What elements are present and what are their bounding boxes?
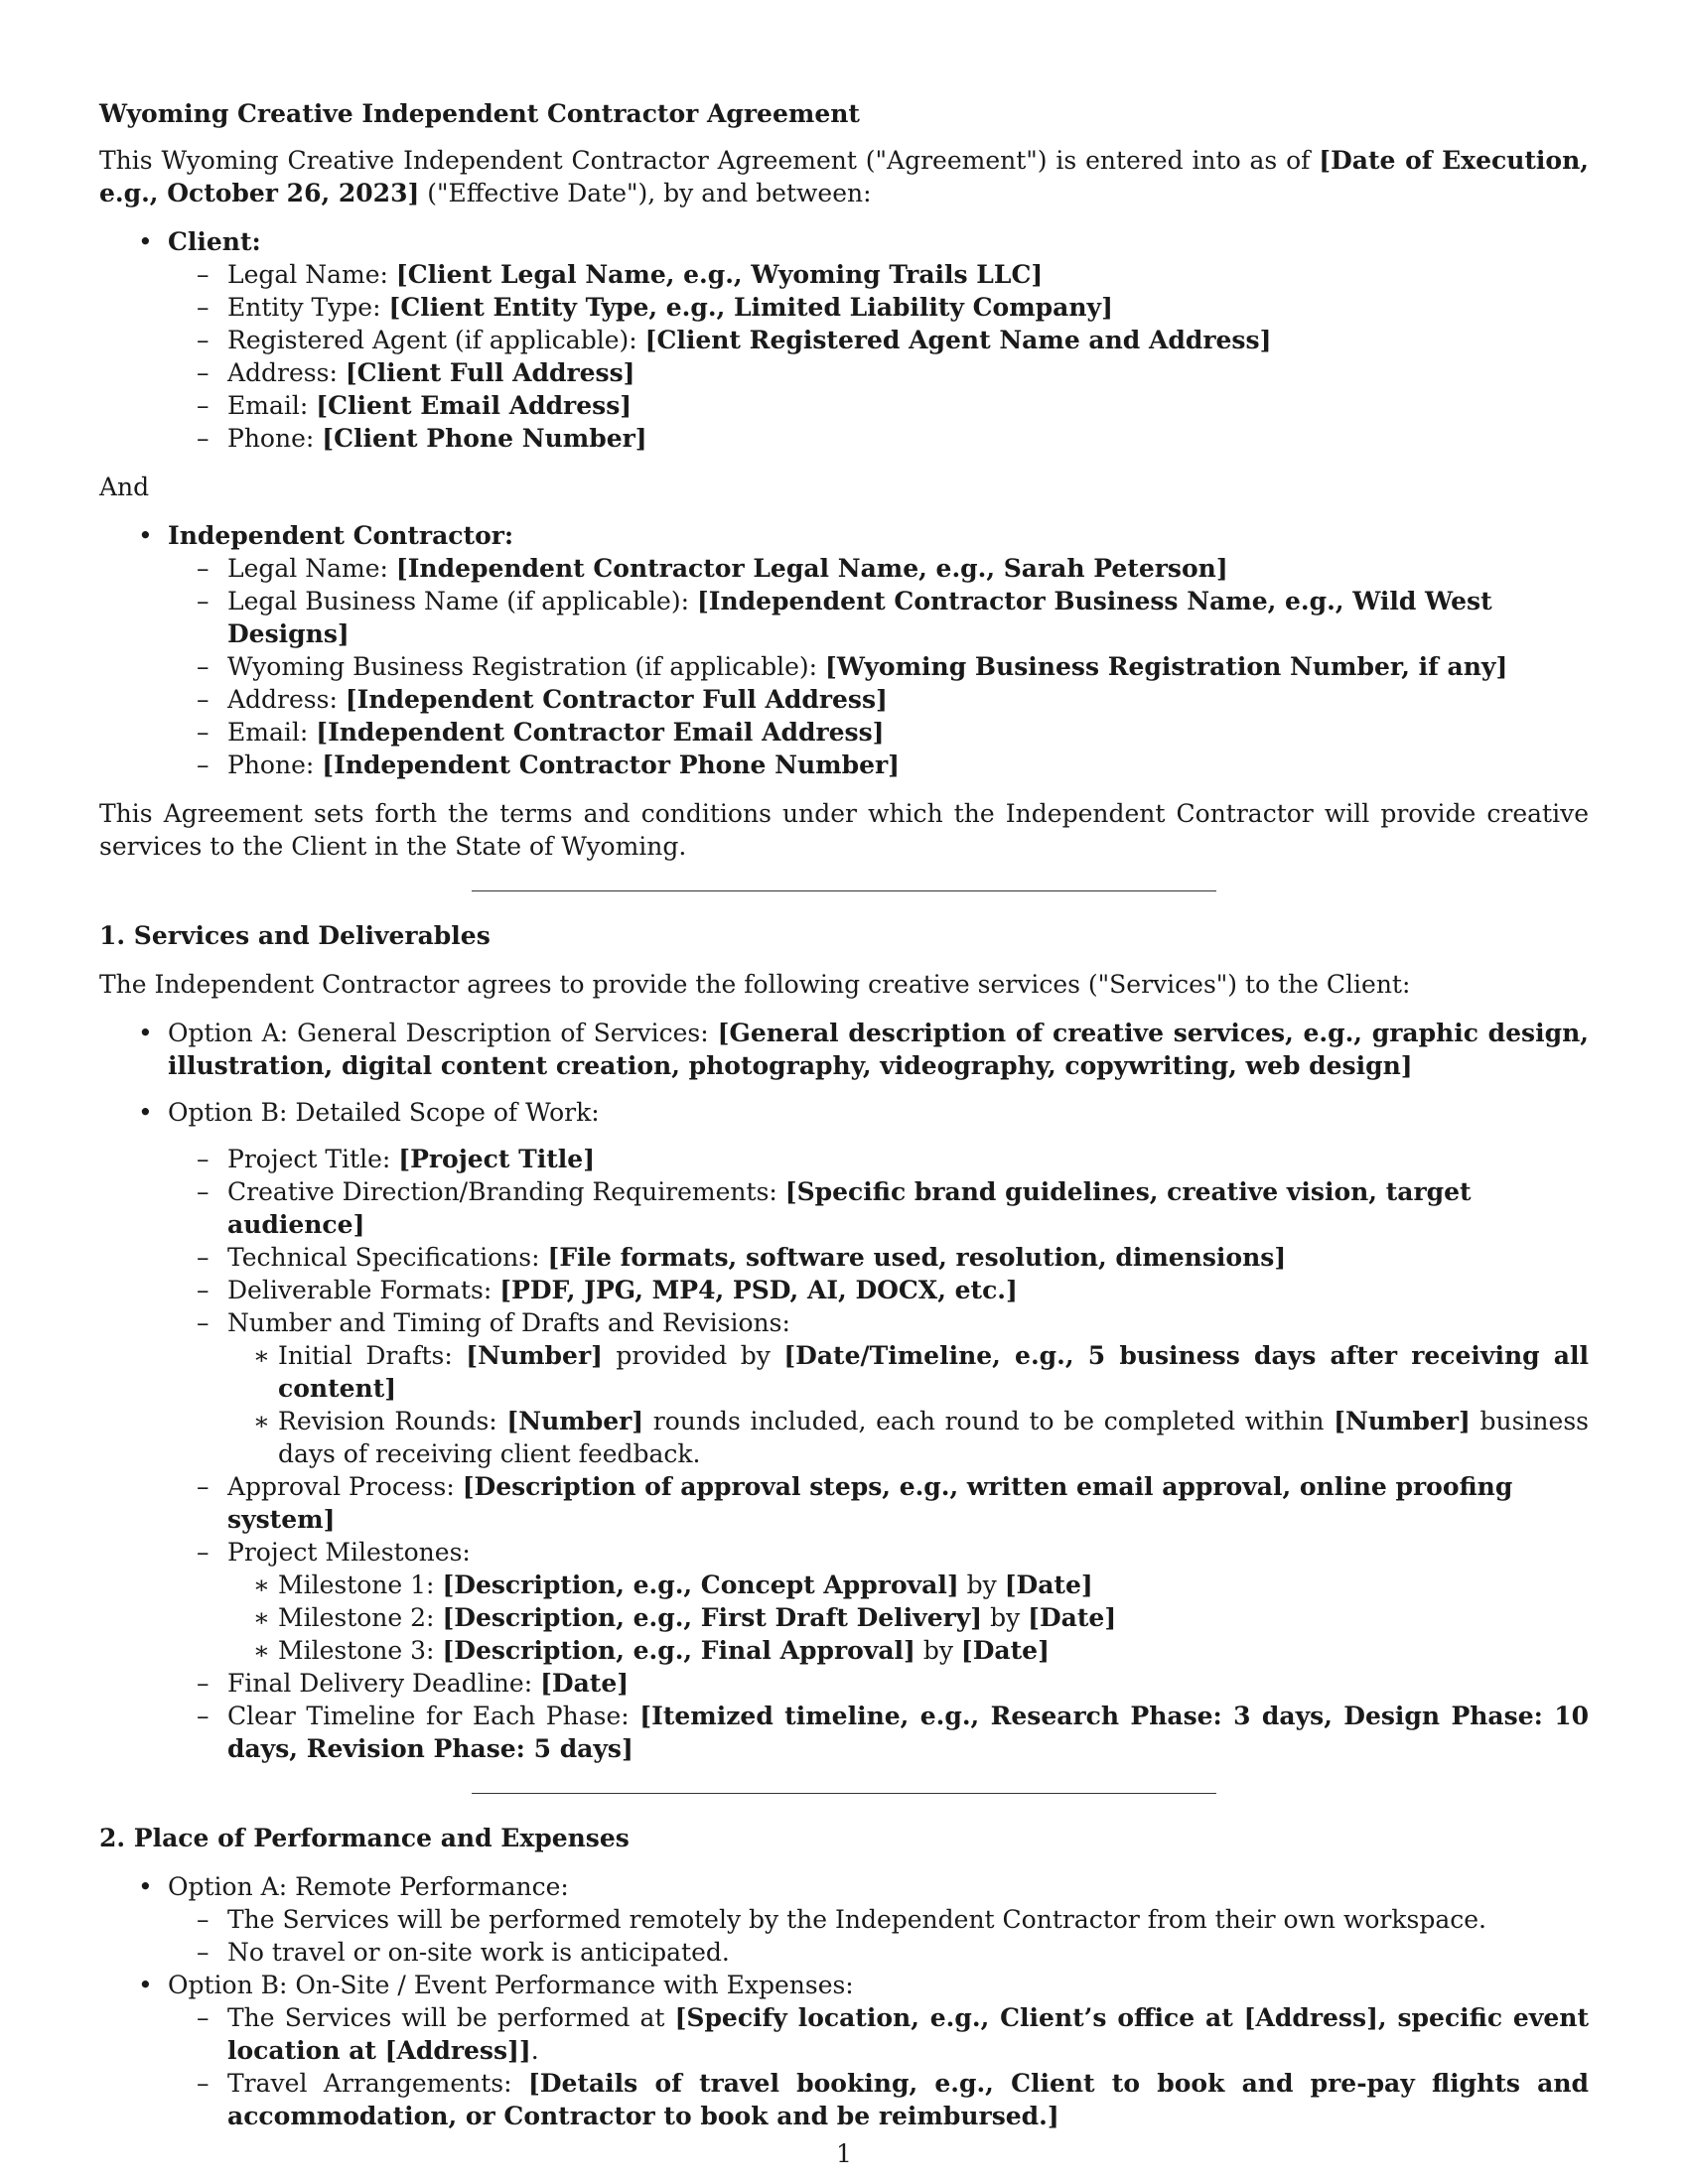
field-value: [Independent Contractor Phone Number] [322,751,901,779]
contractor-fields [168,552,1589,781]
scope-of-work-list [168,1143,1589,1765]
field-label: Entity Type: [227,293,389,322]
item-label: Revision Rounds: [278,1407,507,1435]
item-text: by [914,1636,961,1665]
client-field [168,389,1589,422]
milestone-item [227,1601,1589,1634]
remote-item: – No travel or on-site work is anticipated. [168,1936,1589,1969]
field-label: Phone: [227,751,323,779]
item-text: provided by [602,1341,784,1370]
services-options [99,1017,1589,1765]
section-divider [472,890,1216,891]
contractor-field [168,749,1589,781]
section-1-heading: 1. Services and Deliverables [99,921,491,950]
section-divider [472,1793,1216,1794]
item-text: The Services will be performed at [227,2003,675,2032]
field-label: Legal Business Name (if applicable): [227,587,697,615]
performance-option-b [99,1969,1589,2132]
scope-item [168,1143,1589,1175]
onsite-item [168,2067,1589,2132]
option-a-label: Option A: General Description of Services: [168,1019,718,1047]
milestone-item [227,1634,1589,1667]
client-field [168,291,1589,324]
field-value: [Client Entity Type, e.g., Limited Liability Company] [388,293,1113,322]
performance-option-a [99,1870,1589,1969]
scope-item [168,1241,1589,1274]
item-value: [Description, e.g., First Draft Delivery] [442,1603,983,1632]
field-value: [Independent Contractor Email Address] [316,718,885,747]
item-value: [Date] [1004,1570,1093,1599]
field-value: [Client Full Address] [345,358,635,387]
client-party-list [99,225,1589,455]
drafts-item [227,1405,1589,1470]
services-option-b [99,1096,1589,1765]
field-label: Registered Agent (if applicable): [227,326,645,354]
field-label: Wyoming Business Registration (if applicable): [227,652,826,681]
client-field [168,324,1589,356]
performance-options [99,1870,1589,2132]
item-value: [Description, e.g., Concept Approval] [442,1570,959,1599]
section-1-intro: The Independent Contractor agrees to provide the following creative services ("Services") to the Client: [99,970,1411,999]
item-text: . [530,2036,539,2065]
contractor-field [168,585,1589,650]
option-a-value: [General description of creative services, e.g., graphic design, illustration, digital content creation, photography, videography, copywriting, web design] [168,1019,1589,1080]
item-value: [Itemized timeline, e.g., Research Phase: 3 days, Design Phase: 10 days, Revision Phase: 5 days] [227,1702,1590,1763]
item-label: Project Title: [227,1145,399,1173]
item-label: Number and Timing of Drafts and Revisions: [227,1308,790,1337]
field-label: Legal Name: [227,260,396,289]
item-text: by [958,1570,1005,1599]
item-label: Project Milestones: [227,1538,471,1567]
item-text: rounds included, each round to be completed within [643,1407,1335,1435]
item-label: Travel Arrangements: [227,2069,529,2098]
milestones-list [227,1569,1589,1667]
scope-item [168,1274,1589,1306]
item-label: Deliverable Formats: [227,1276,500,1304]
item-label: Milestone 2: [278,1603,443,1632]
field-value: [Independent Contractor Business Name, e.g., Wild West Designs] [227,587,1492,648]
item-label: Approval Process: [227,1472,463,1501]
option-b-label: Option B: Detailed Scope of Work: [168,1098,600,1127]
item-value: [Specify location, e.g., Client’s office at [Address], specific event location at [Address]] [227,2003,1589,2065]
scope-item [168,1306,1589,1470]
page-number: 1 [836,2139,852,2168]
field-value: [Independent Contractor Legal Name, e.g., Sarah Peterson] [395,554,1228,583]
contractor-party [99,519,1589,781]
item-value: [Date/Timeline, e.g., 5 business days after receiving all content] [278,1341,1589,1403]
drafts-list [227,1339,1589,1470]
scope-item [168,1700,1589,1765]
item-value: [Number] [506,1407,644,1435]
client-field [168,356,1589,389]
onsite-item [168,2001,1589,2067]
field-label: Legal Name: [227,554,396,583]
item-label: Milestone 1: [278,1570,443,1599]
item-label: Milestone 3: [278,1636,443,1665]
services-option-a [99,1017,1589,1082]
contractor-heading: Independent Contractor: [168,521,514,550]
item-value: [Project Title] [398,1145,596,1173]
remote-item: – The Services will be performed remotely by the Independent Contractor from their own workspace. [168,1903,1589,1936]
item-value: [Description, e.g., Final Approval] [442,1636,915,1665]
item-text: business days of receiving client feedback. [278,1407,1589,1468]
contractor-field [168,683,1589,716]
item-label: Creative Direction/Branding Requirements: [227,1177,785,1206]
option-a-label: Option A: Remote Performance: [168,1872,569,1901]
intro-text-end: ("Effective Date"), by and between: [419,179,872,207]
section-2-heading: 2. Place of Performance and Expenses [99,1824,630,1852]
item-value: [Specific brand guidelines, creative vision, target audience] [227,1177,1472,1239]
purpose-paragraph: This Agreement sets forth the terms and conditions under which the Independent Contractor will provide creative services to the Client in the State of Wyoming. [99,799,1589,861]
intro-text: This Wyoming Creative Independent Contractor Agreement ("Agreement") is entered into as of [99,146,1320,175]
and-text: And [99,473,150,501]
scope-item [168,1667,1589,1700]
client-field [168,422,1589,455]
field-value: [Client Phone Number] [322,424,647,453]
item-label: Clear Timeline for Each Phase: [227,1702,640,1730]
contractor-field [168,650,1589,683]
scope-item [168,1536,1589,1667]
field-value: [Client Legal Name, e.g., Wyoming Trails LLC] [395,260,1044,289]
contractor-field [168,552,1589,585]
field-label: Phone: [227,424,323,453]
item-value: [File formats, software used, resolution, dimensions] [547,1243,1287,1272]
field-value: [Independent Contractor Full Address] [345,685,888,714]
onsite-list [168,2001,1589,2132]
item-value: [Number] [466,1341,603,1370]
item-label: Technical Specifications: [227,1243,548,1272]
document-page [99,97,1589,2148]
client-fields [168,258,1589,455]
field-label: Email: [227,718,317,747]
client-party [99,225,1589,455]
intro-paragraph [99,144,1589,209]
item-value: [Date] [1028,1603,1117,1632]
field-value: [Client Email Address] [316,391,633,420]
scope-item [168,1175,1589,1241]
document-title: Wyoming Creative Independent Contractor Agreement [99,99,860,128]
field-label: Address: [227,685,346,714]
item-value: [Date] [540,1669,630,1698]
field-label: Address: [227,358,346,387]
item-value: [Date] [960,1636,1050,1665]
item-label: Initial Drafts: [278,1341,467,1370]
item-label: Final Delivery Deadline: [227,1669,541,1698]
drafts-item [227,1339,1589,1405]
field-value: [Client Registered Agent Name and Address] [644,326,1272,354]
item-text: by [982,1603,1029,1632]
remote-list [168,1903,1589,1969]
item-value: [Description of approval steps, e.g., written email approval, online proofing system] [227,1472,1513,1534]
client-field [168,258,1589,291]
item-value: [Number] [1334,1407,1471,1435]
contractor-party-list [99,519,1589,781]
field-value: [Wyoming Business Registration Number, if any] [825,652,1508,681]
item-value: [Details of travel booking, e.g., Client to book and pre-pay flights and accommodation, or Contractor to book and be reimbursed.] [227,2069,1590,2130]
field-label: Email: [227,391,317,420]
scope-item [168,1470,1589,1536]
client-heading: Client: [168,227,261,256]
option-b-label: Option B: On-Site / Event Performance with Expenses: [168,1971,854,1999]
milestone-item [227,1569,1589,1601]
effective-date-placeholder: [Date of Execution, e.g., October 26, 2023] [99,146,1589,207]
contractor-field [168,716,1589,749]
item-value: [PDF, JPG, MP4, PSD, AI, DOCX, etc.] [499,1276,1018,1304]
